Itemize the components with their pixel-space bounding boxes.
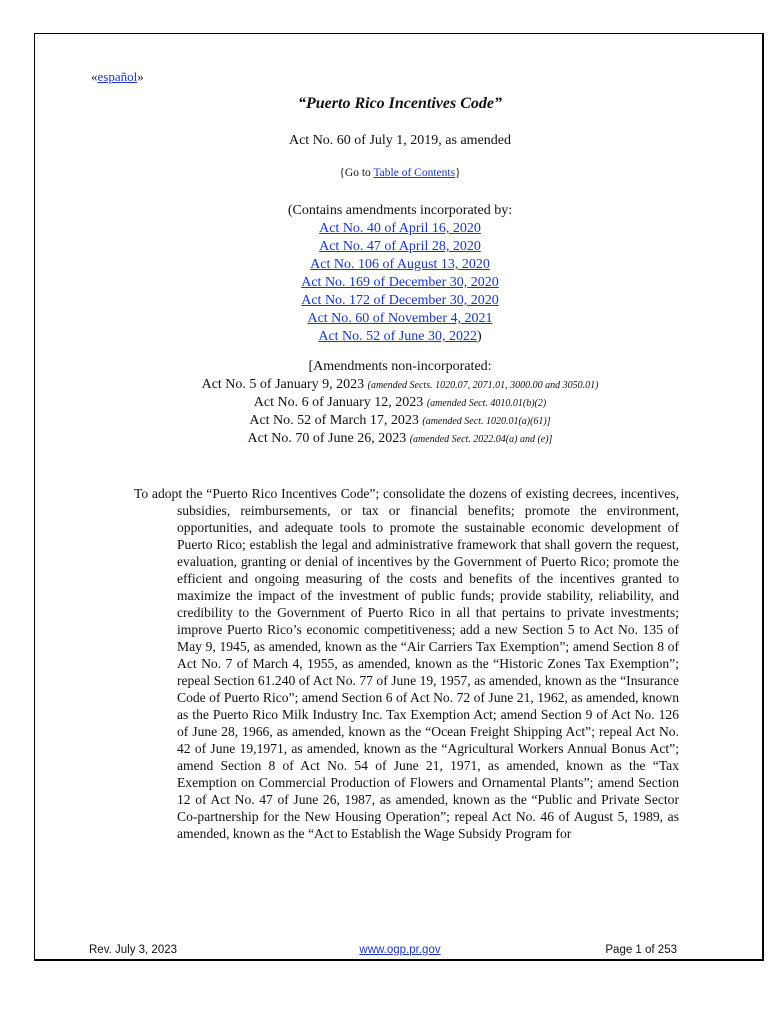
amendment-link[interactable]: Act No. 106 of August 13, 2020 — [310, 257, 490, 272]
revision-date: Rev. July 3, 2023 — [89, 944, 178, 956]
amendments-closing: ) — [476, 329, 482, 344]
amendment-link[interactable]: Act No. 172 of December 30, 2020 — [301, 293, 499, 308]
amendment-link[interactable]: Act No. 52 of June 30, 2022 — [318, 329, 477, 344]
act-summary-paragraph: To adopt the “Puerto Rico Incentives Code”; consolidate the dozens of existing decrees, incentives, subsidies, reimbursements, or tax or financial benefits; promote the environment, opportunities, and adequate tools to promote the sustainable economic development of Puerto Rico; establish the legal and administrative framework that shall govern the request, evaluation, granting or denial of incentives by the Government of Puerto Rico; promote the efficient and ongoing measuring of the costs and benefits of the incentives granted to maximize the impact of the investment of public funds; provide stability, reliability, and credibility to the Government of Puerto Rico in all that pertains to private investments; improve Puerto Rico’s economic competitiveness; add a new Section 5 to Act No. 135 of May 9, 1945, as amended, known as the “Air Carriers Tax Exemption”; amend Section 8 of Act No. 7 of March 4, 1955, as amended, known as the “Historic Zones Tax Exemption”; repeal Section 61.240 of Act No. 77 of June 19, 1957, as amended, known as the “Insurance Code of Puerto Rico”; amend Section 6 of Act No. 72 of June 21, 1962, as amended, known as the Puerto Rico Milk Industry Inc. Tax Exemption Act; amend Section 9 of Act No. 126 of June 28, 1966, as amended, known as the “Ocean Freight Shipping Act”; repeal Act No. 42 of June 19,1971, as amended, known as the “Agricultural Workers Annual Bonus Act”; amend Section 8 of Act No. 54 of June 21, 1971, as amended, known as the “Tax Exemption on Commercial Production of Flowers and Ornamental Plants”; amend Section 12 of Act No. 47 of June 26, 1987, as amended, known as the “Public and Private Sector Co-partnership for the New Housing Operation”; repeal Act No. 46 of August 5, 1989, as amended, known as the “Act to Establish the Wage Subsidy Program for — [134, 486, 679, 841]
language-switch — [91, 69, 144, 85]
website-link[interactable]: www.ogp.pr.gov — [359, 944, 441, 956]
amendments-incorporated — [35, 202, 765, 346]
lang-prefix: « — [91, 69, 98, 84]
non-incorporated-item — [35, 430, 765, 448]
amendment-link[interactable]: Act No. 40 of April 16, 2020 — [319, 221, 481, 236]
amendment-note: (amended Sect. 1020.01(a)(61)] — [422, 416, 551, 427]
goto-prefix: {Go to — [339, 167, 374, 179]
document-page — [34, 33, 764, 961]
lang-suffix: » — [137, 69, 144, 84]
espanol-link[interactable]: español — [97, 69, 138, 84]
non-incorporated-heading: [Amendments non-incorporated: — [308, 359, 492, 374]
non-incorporated-item — [35, 412, 765, 430]
non-incorporated-item — [35, 376, 765, 394]
goto-toc — [35, 167, 765, 179]
amendment-note: (amended Sect. 4010.01(b)(2) — [426, 398, 547, 409]
non-incorporated-item — [35, 394, 765, 412]
page-number: Page 1 of 253 — [605, 944, 677, 956]
act-name: Act No. 70 of June 26, 2023 — [247, 431, 407, 446]
document-title: “Puerto Rico Incentives Code” — [298, 95, 502, 112]
table-of-contents-link[interactable]: Table of Contents — [373, 167, 456, 179]
amendment-note: (amended Sect. 2022.04(a) and (e)] — [409, 434, 553, 445]
amendment-note: (amended Sects. 1020.07, 2071.01, 3000.00 and 3050.01) — [367, 380, 599, 391]
amendment-link[interactable]: Act No. 47 of April 28, 2020 — [319, 239, 481, 254]
act-name: Act No. 5 of January 9, 2023 — [201, 377, 365, 392]
act-name: Act No. 6 of January 12, 2023 — [253, 395, 424, 410]
amendments-non-incorporated — [35, 358, 765, 448]
amendment-link[interactable]: Act No. 60 of November 4, 2021 — [307, 311, 493, 326]
act-line: Act No. 60 of July 1, 2019, as amended — [288, 133, 512, 148]
act-name: Act No. 52 of March 17, 2023 — [249, 413, 419, 428]
amendments-heading: (Contains amendments incorporated by: — [287, 203, 513, 218]
goto-suffix: } — [455, 167, 461, 179]
amendment-link[interactable]: Act No. 169 of December 30, 2020 — [301, 275, 499, 290]
